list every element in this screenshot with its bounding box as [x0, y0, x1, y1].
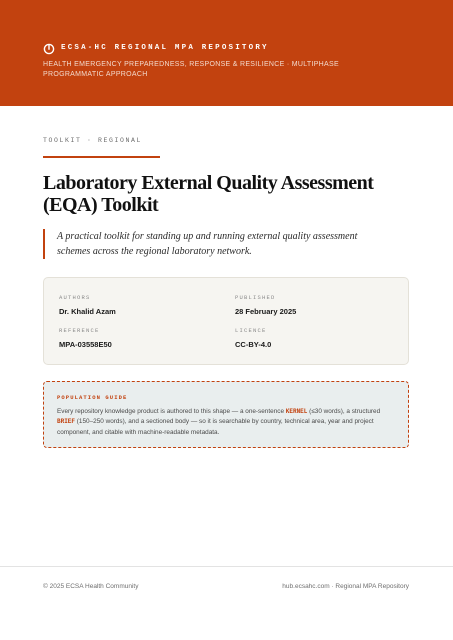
site-header — [0, 0, 453, 106]
kernel-keyword: KERNEL — [285, 408, 308, 415]
footer-divider — [0, 566, 453, 567]
brand-name: ECSA-HC REGIONAL MPA REPOSITORY — [61, 44, 269, 52]
metadata-card — [43, 277, 409, 365]
guide-title: POPULATION GUIDE — [57, 394, 128, 401]
brand[interactable] — [43, 42, 269, 54]
authors-label: AUTHORS — [59, 294, 91, 301]
guide-text-3: (150–250 words), and a sectioned body — so it is searchable by country, technical area, year and project component, and citable with machine-readable metadata. — [57, 418, 374, 436]
published-value: 28 February 2025 — [235, 307, 297, 316]
document-summary: A practical toolkit for standing up and running external quality assessment schemes across the regional laboratory network. — [43, 229, 388, 259]
reference-value: MPA-03558E50 — [59, 340, 112, 349]
document-kicker: TOOLKIT · REGIONAL — [43, 137, 143, 144]
licence-label: LICENCE — [235, 327, 267, 334]
population-guide — [43, 381, 409, 448]
footer-site-link[interactable]: hub.ecsahc.com · Regional MPA Repository — [282, 583, 409, 590]
brief-keyword: BRIEF — [57, 418, 76, 426]
guide-text-1: Every repository knowledge product is authored to this shape — a one-sentence — [57, 408, 286, 415]
footer-copyright: © 2025 ECSA Health Community — [43, 583, 139, 590]
licence-value: CC-BY-4.0 — [235, 340, 272, 349]
guide-text-2: (≤30 words), a structured — [307, 408, 381, 415]
meta-authors — [59, 294, 116, 316]
power-icon — [43, 42, 55, 54]
program-subtitle: HEALTH EMERGENCY PREPAREDNESS, RESPONSE & RESILIENCE · MULTIPHASE PROGRAMMATIC APPROACH — [43, 61, 339, 78]
reference-label: REFERENCE — [59, 327, 100, 334]
document-title: Laboratory External Quality Assessment (EQA) Toolkit — [43, 172, 374, 216]
kicker-rule — [43, 156, 160, 158]
meta-licence — [235, 327, 271, 349]
guide-text — [57, 407, 395, 438]
published-label: PUBLISHED — [235, 294, 276, 301]
meta-reference — [59, 327, 112, 349]
authors-value: Dr. Khalid Azam — [59, 307, 116, 316]
meta-published — [235, 294, 296, 316]
